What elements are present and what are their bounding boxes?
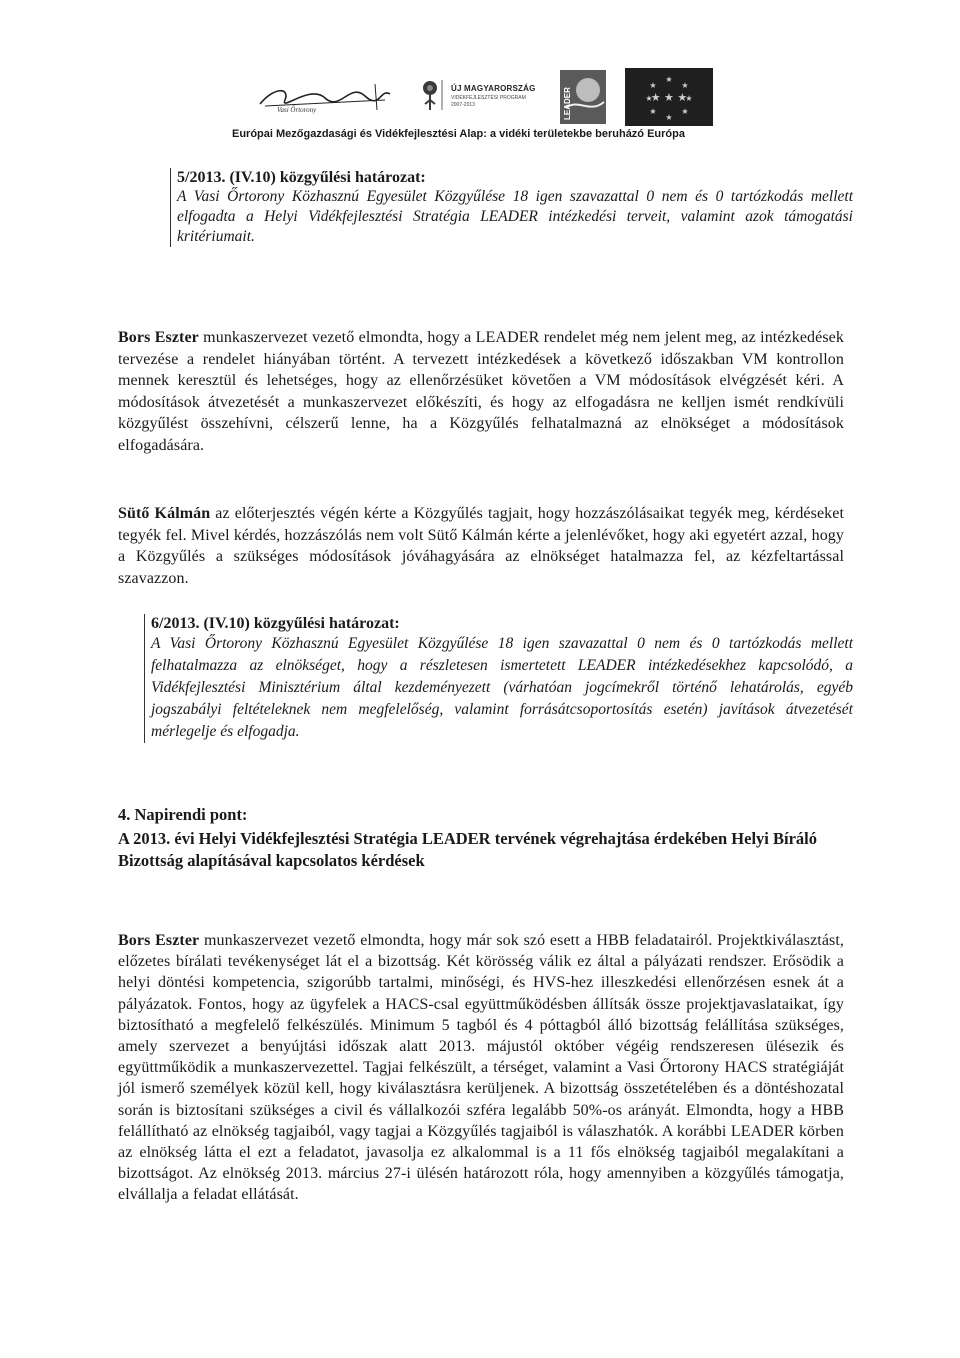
resolution-5-2013 <box>170 168 853 247</box>
nhp-period: 2007-2013 <box>451 102 475 108</box>
header-logos <box>255 68 735 126</box>
agenda-heading: 4. Napirendi pont: <box>118 805 248 824</box>
eu-stars: ★ ★ ★ <box>650 91 688 104</box>
agenda-title: A 2013. évi Helyi Vidékfejlesztési Stratégia LEADER tervének végrehajtása érdekében Helyi Bíráló Bizottság alapításával kapcsolatos kérdések <box>118 829 818 870</box>
signature-icon <box>255 76 395 116</box>
paragraph-text: munkaszervezet vezető elmondta, hogy már sok szó esett a HBB feladatairól. Projektkiválasztást, előzetes bírálati tevékenységet lát el a bizottság. Két körösség válik ez által a pályázati rendszer. Erősödik a helyi döntési kompetencia, szigorúbb tartalmi, minőségi, és HVS-hez illeszkedési ellenőrzésen esnek át a pályázatok. Fontos, hogy az ügyfelek a HACS-csal együttműködésben állítsák össze projektjavaslataikat, így biztosítható a megfelelő felkészülés. Minimum 5 tagból és 4 póttagból álló bizottság felállítása szükséges, amely szervezet a benyújtási időszak alatt 2013. májustól október végéig rendszeresen ülésezik és együttműködik a munkaszervezettel. Tagjai felkészült, a térséget, valamint a Vasi Őrtorony HACS stratégiáját jól ismerő személyek közül kell, hogy kiválasztásra kerüljenek. A bizottság összetételében és a döntéshozatal során is biztosítani szükséges a civil és vállalkozói szféra legalább 50%-os arányát. Elmondta, hogy a HBB felállítható az elnökség tagjaiból, vagy tagjai a Közgyűlés tagjaiból is válaszhatók. A korábbi LEADER körben az elnökség látta el ezt a feladatot, javasolja ez alkalommal is a 11 fős elnökség tagjaiból megalakítani a bizottságot. Az elnökség 2013. március 27-i ülésén határozott róla, hogy amennyiben a közgyűlés támogatja, elvállalja a feladat ellátását. <box>118 932 844 1204</box>
leader-icon <box>558 68 608 126</box>
paragraph-bors-eszter-1 <box>118 327 844 456</box>
svg-text:★: ★ <box>681 81 689 90</box>
speaker-name: Bors Eszter <box>118 329 199 346</box>
flower-icon <box>415 76 445 112</box>
svg-text:★: ★ <box>665 113 673 122</box>
fund-tagline: Európai Mezőgazdasági és Vidékfejlesztési Alap: a vidéki területekbe beruházó Európa <box>232 128 685 140</box>
resolution-text: A Vasi Őrtorony Közhasznú Egyesület Közgyűlése 18 igen szavazattal 0 nem és 0 tartózkodás mellett elfogadta a Helyi Vidékfejlesztési Stratégia LEADER intézkedési terveit, valamint azok támogatási kritériumait. <box>177 188 853 245</box>
resolution-title: 5/2013. (IV.10) közgyűlési határozat: <box>177 169 426 186</box>
leader-logo <box>558 68 608 126</box>
eu-flag-logo <box>625 68 713 126</box>
svg-text:★: ★ <box>649 107 657 116</box>
paragraph-bors-eszter-2 <box>118 930 844 1206</box>
paragraph-suto-kalman <box>118 503 844 589</box>
eu-stars-icon <box>625 68 713 126</box>
nhp-title: ÚJ MAGYARORSZÁG <box>451 84 536 93</box>
svg-text:★: ★ <box>681 107 689 116</box>
resolution-text: A Vasi Őrtorony Közhasznú Egyesület Közgyűlése 18 igen szavazattal 0 nem és 0 tartózkodás mellett felhatalmazza az elnökséget, hogy a részletesen ismertetett LEADER intézkedésekhez kapcsolódó, a Vidékfejlesztési Minisztérium által kezdeményezett (várhatóan jogcímekről történő lehatárolás, egyéb jogszabályi feltételeknek nem megfelelőség, valamint forrásátcsoportosítás esetén) javítások átvezetését mérlegelje és elfogadja. <box>151 635 853 740</box>
svg-text:★: ★ <box>645 94 653 103</box>
resolution-title: 6/2013. (IV.10) közgyűlési határozat: <box>151 615 400 632</box>
leader-text: LEADER <box>563 87 572 120</box>
uj-magyarorszag-logo <box>415 76 555 116</box>
svg-text:★: ★ <box>649 81 657 90</box>
paragraph-text: munkaszervezet vezető elmondta, hogy a LEADER rendelet még nem jelent meg, az intézkedések tervezése a rendelet hiányában történt. A tervezett intézkedések a következő időszakban VM kontrollon mennek keresztül és lehetséges, hogy az ellenőrzésüket követően a VM módosítások elvégzését kéri. A módosítások átvezetését a munkaszervezet előkészíti, és hogy az elfogadásra ne kelljen ismét rendkívüli közgyűlést összehívni, célszerű lenne, ha a Közgyűlés felhatalmazná az elnökséget a módosítások elfogadására. <box>118 329 844 454</box>
paragraph-text: az előterjesztés végén kérte a Közgyűlés tagjait, hogy hozzászólásaikat tegyék meg, kérdéseket tegyék fel. Mivel kérdés, hozzászólás nem volt Sütő Kálmán kérte a jelenlévőket, hogy aki egyetért azzal, hogy a Közgyűlés a szükséges módosítások jóváhagyására az elnökséget hatalmazza fel, az kézfeltartással szavazzon. <box>118 505 844 587</box>
speaker-name: Sütő Kálmán <box>118 505 211 522</box>
nhp-subtitle: VIDÉKFEJLESZTÉSI PROGRAM <box>451 95 526 101</box>
speaker-name: Bors Eszter <box>118 932 200 949</box>
signature-logo <box>255 76 395 116</box>
svg-text:★: ★ <box>685 94 693 103</box>
signature-text: Vasi Őrtorony <box>277 106 317 114</box>
resolution-6-2013 <box>144 614 853 743</box>
svg-text:★: ★ <box>665 75 673 84</box>
